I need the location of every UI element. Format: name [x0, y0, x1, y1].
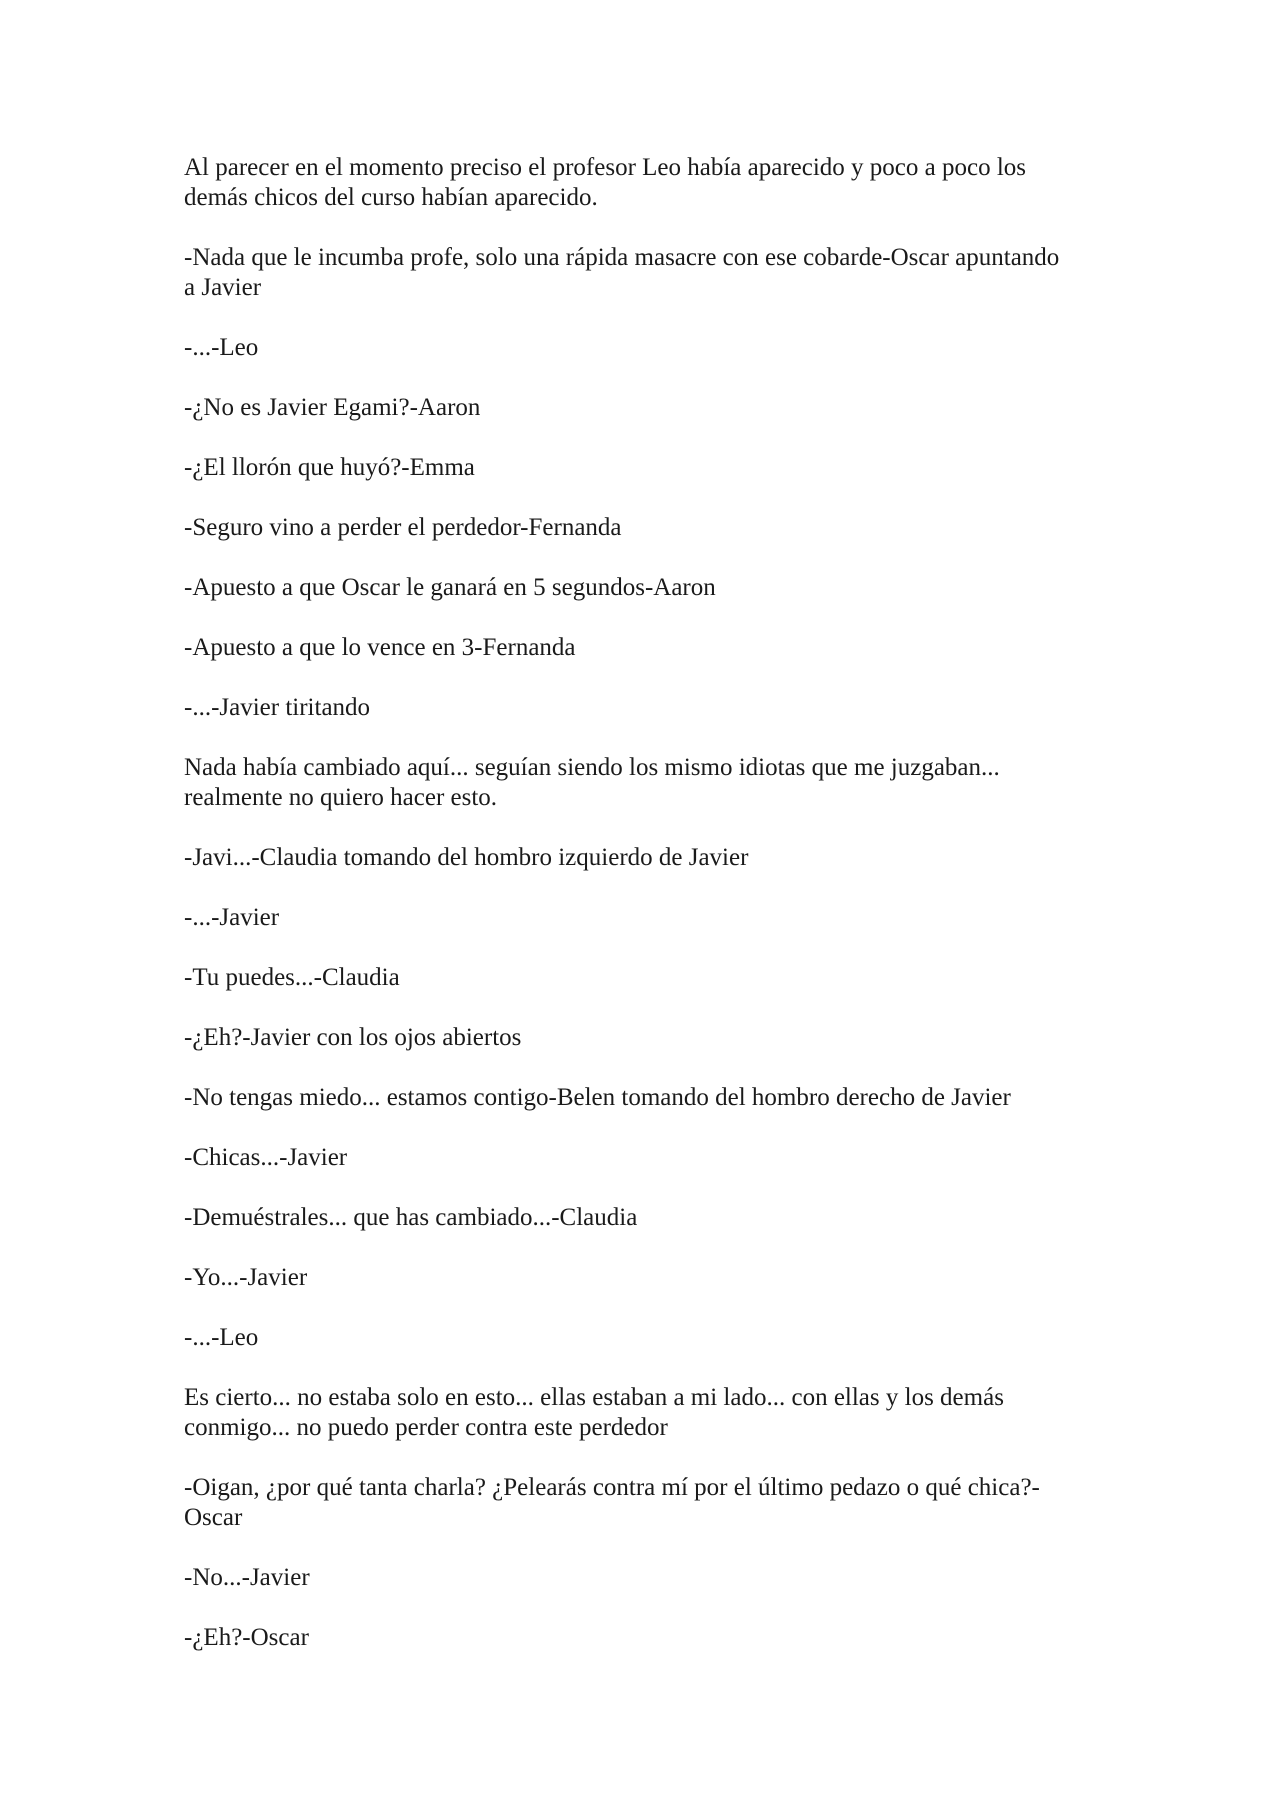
text-line: -...-Javier tiritando — [184, 694, 371, 721]
paragraph — [184, 1023, 1124, 1053]
text-line: Es cierto... no estaba solo en esto... ellas estaban a mi lado... con ellas y los demás — [184, 1384, 1004, 1411]
paragraph — [184, 1263, 1124, 1293]
text-line: -Nada que le incumba profe, solo una rápida masacre con ese cobarde-Oscar apuntando — [184, 244, 1060, 271]
text-line: -Oigan, ¿por qué tanta charla? ¿Pelearás contra mí por el último pedazo o qué chica?- — [184, 1474, 1040, 1501]
text-line: -...-Javier — [184, 904, 280, 931]
text-line: -...-Leo — [184, 1324, 259, 1351]
paragraph — [184, 843, 1124, 873]
paragraph — [184, 333, 1124, 363]
text-line: realmente no quiero hacer esto. — [184, 784, 498, 811]
paragraph — [184, 453, 1124, 483]
paragraph — [184, 1473, 1124, 1533]
text-line: Nada había cambiado aquí... seguían siendo los mismo idiotas que me juzgaban... — [184, 754, 1000, 781]
paragraph — [184, 633, 1124, 663]
text-line: demás chicos del curso habían aparecido. — [184, 184, 598, 211]
text-line: -¿No es Javier Egami?-Aaron — [184, 394, 481, 421]
paragraph — [184, 153, 1124, 213]
text-line: -¿El llorón que huyó?-Emma — [184, 454, 475, 481]
paragraph — [184, 693, 1124, 723]
paragraph — [184, 1563, 1124, 1593]
paragraph — [184, 393, 1124, 423]
text-line: -Chicas...-Javier — [184, 1144, 348, 1171]
paragraph — [184, 1203, 1124, 1233]
text-line: -¿Eh?-Oscar — [184, 1624, 309, 1651]
text-line: -...-Leo — [184, 334, 259, 361]
paragraph — [184, 1083, 1124, 1113]
text-line: -Apuesto a que lo vence en 3-Fernanda — [184, 634, 576, 661]
paragraph — [184, 573, 1124, 603]
text-line: -Javi...-Claudia tomando del hombro izquierdo de Javier — [184, 844, 749, 871]
paragraph — [184, 1383, 1124, 1443]
text-line: -Tu puedes...-Claudia — [184, 964, 400, 991]
paragraph — [184, 513, 1124, 543]
text-line: Oscar — [184, 1504, 243, 1531]
paragraph — [184, 903, 1124, 933]
text-line: a Javier — [184, 274, 262, 301]
text-line: -Apuesto a que Oscar le ganará en 5 segundos-Aaron — [184, 574, 716, 601]
paragraph — [184, 963, 1124, 993]
text-line: conmigo... no puedo perder contra este perdedor — [184, 1414, 668, 1441]
text-line: -Demuéstrales... que has cambiado...-Claudia — [184, 1204, 638, 1231]
paragraph — [184, 243, 1124, 303]
paragraph — [184, 1623, 1124, 1653]
text-line: -Yo...-Javier — [184, 1264, 308, 1291]
paragraph — [184, 1323, 1124, 1353]
document-page — [184, 153, 1124, 1683]
paragraph — [184, 753, 1124, 813]
text-line: -No...-Javier — [184, 1564, 310, 1591]
text-line: -Seguro vino a perder el perdedor-Fernanda — [184, 514, 622, 541]
text-line: -¿Eh?-Javier con los ojos abiertos — [184, 1024, 522, 1051]
text-line: -No tengas miedo... estamos contigo-Belen tomando del hombro derecho de Javier — [184, 1084, 1011, 1111]
text-line: Al parecer en el momento preciso el profesor Leo había aparecido y poco a poco los — [184, 154, 1027, 181]
paragraph — [184, 1143, 1124, 1173]
